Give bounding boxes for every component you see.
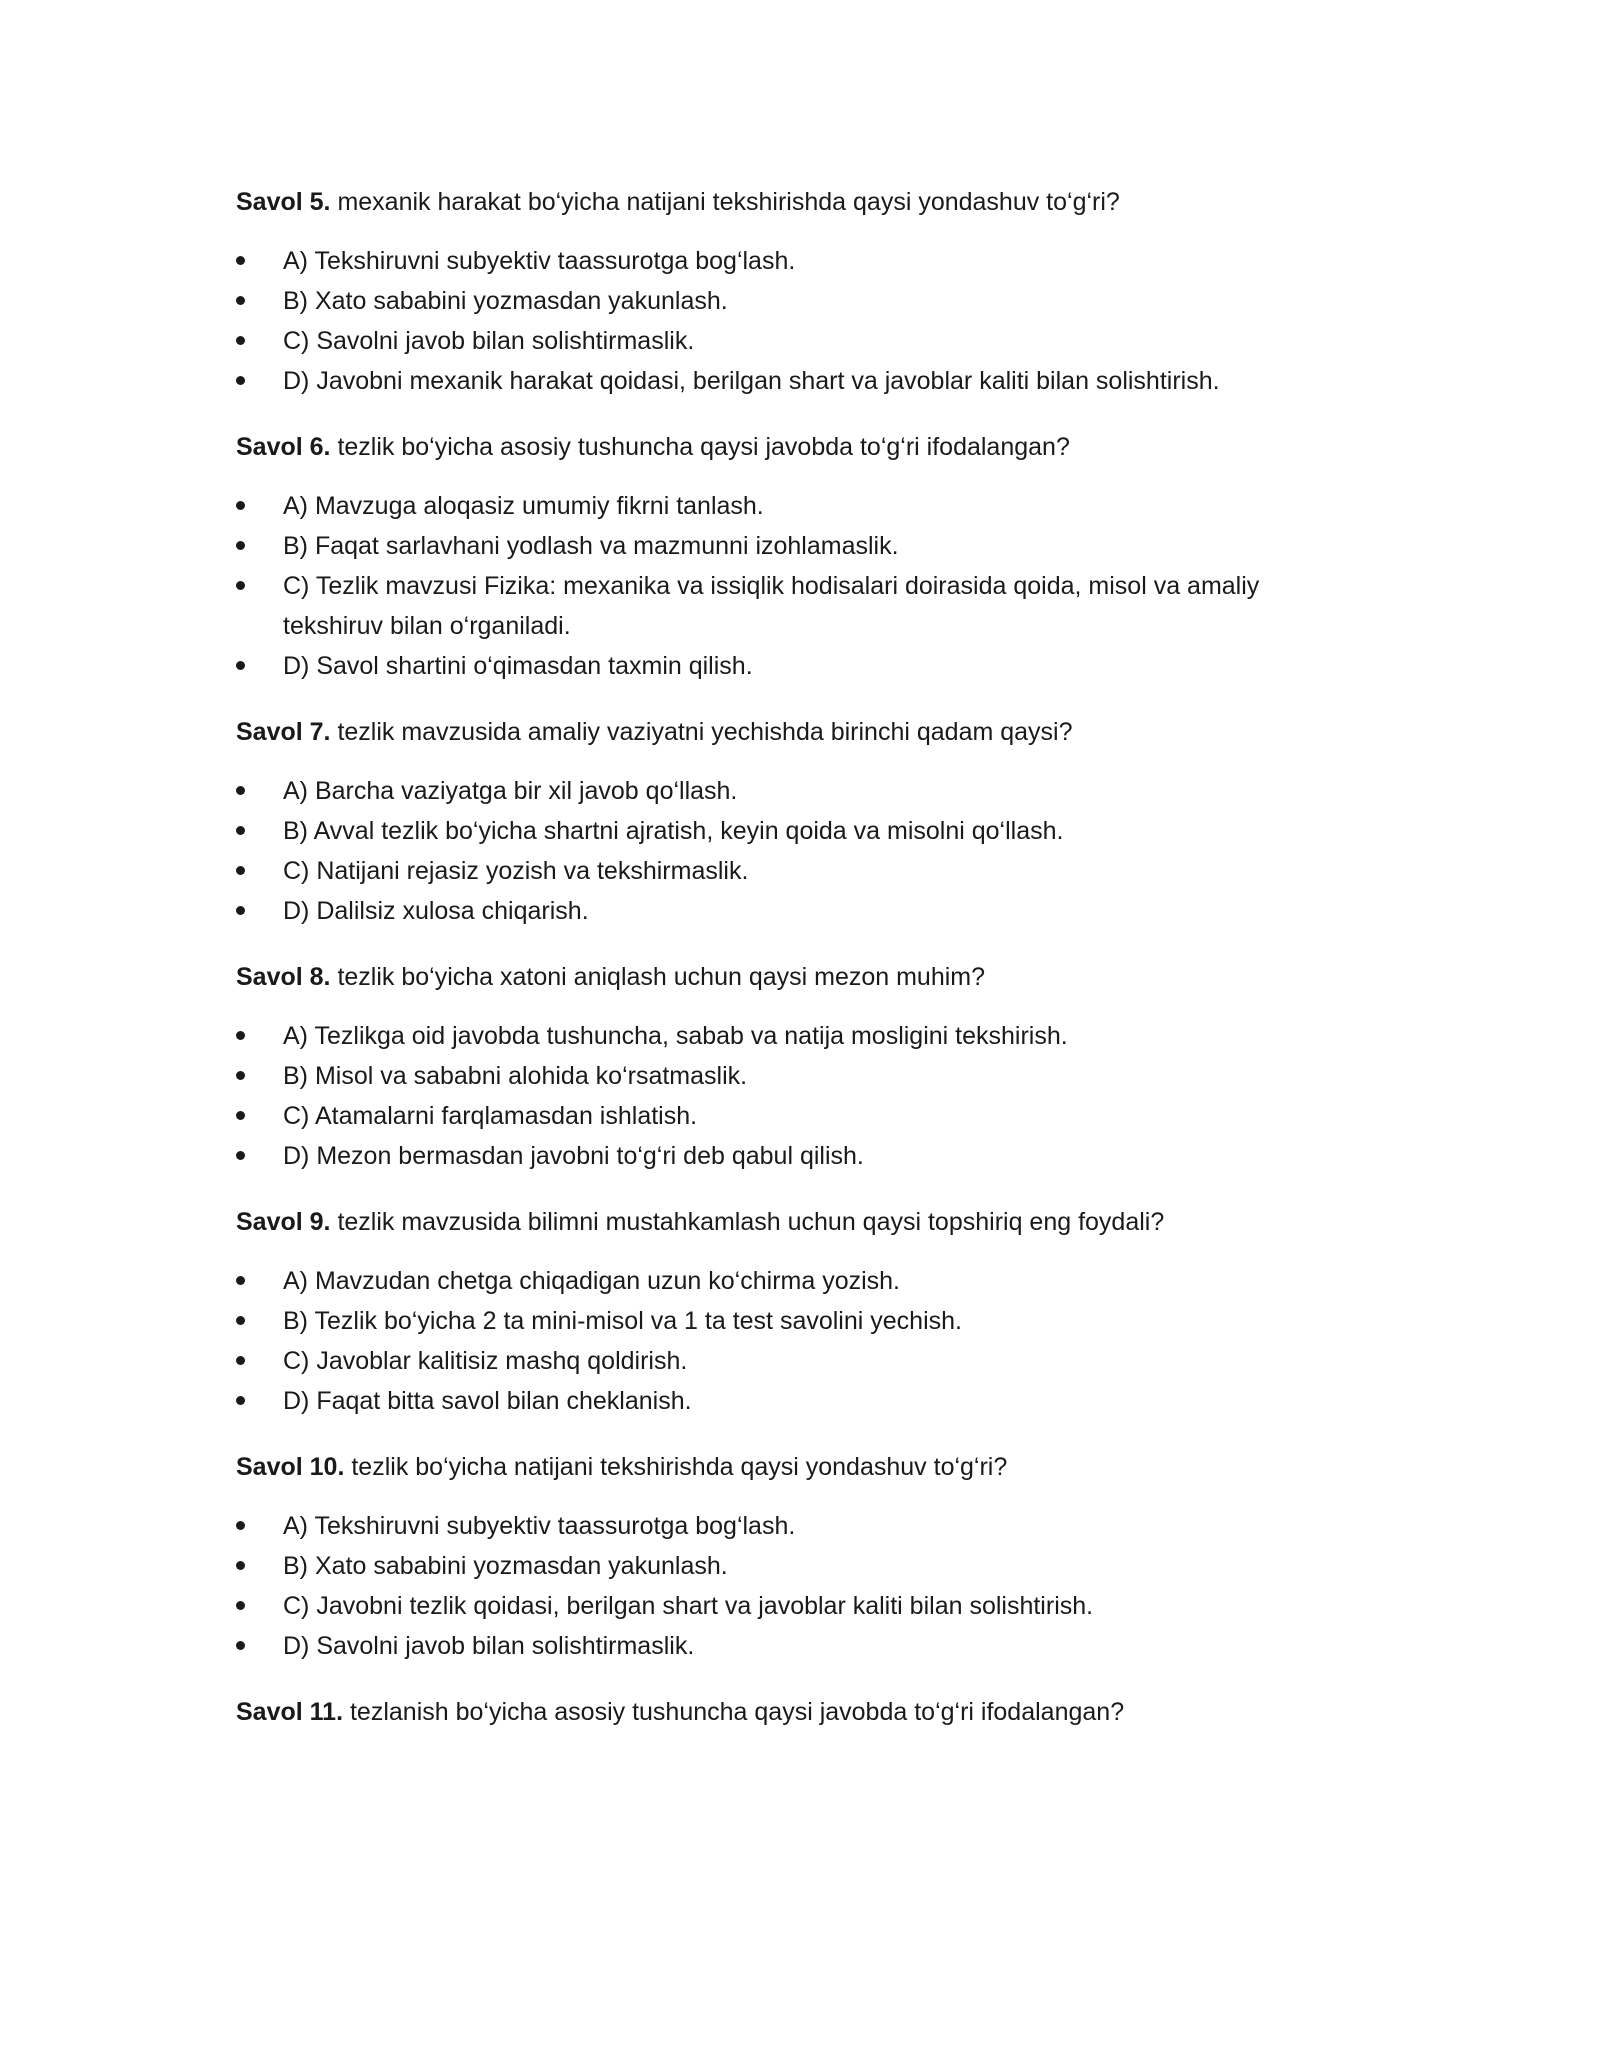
option-text: A) Mavzuga aloqasiz umumiy fikrni tanlash. <box>283 492 764 520</box>
bullet-icon <box>236 1396 245 1405</box>
question-9 <box>236 1202 1326 1421</box>
answer-options <box>236 486 1326 686</box>
option-text: C) Javoblar kalitisiz mashq qoldirish. <box>283 1347 688 1375</box>
option-text: D) Faqat bitta savol bilan cheklanish. <box>283 1387 692 1415</box>
bullet-icon <box>236 1031 245 1040</box>
answer-option <box>236 1016 1326 1056</box>
bullet-icon <box>236 1561 245 1570</box>
bullet-icon <box>236 296 245 305</box>
answer-option <box>236 1381 1326 1421</box>
answer-option <box>236 646 1326 686</box>
bullet-icon <box>236 1521 245 1530</box>
option-text: D) Javobni mexanik harakat qoidasi, berilgan shart va javoblar kaliti bilan solishtirish. <box>283 367 1220 395</box>
answer-option <box>236 566 1326 646</box>
question-11 <box>236 1692 1326 1732</box>
answer-option <box>236 486 1326 526</box>
bullet-icon <box>236 866 245 875</box>
answer-option <box>236 811 1326 851</box>
answer-option <box>236 1586 1326 1626</box>
answer-options <box>236 771 1326 931</box>
question-title <box>236 1447 1326 1487</box>
answer-options <box>236 1016 1326 1176</box>
bullet-icon <box>236 256 245 265</box>
bullet-icon <box>236 1071 245 1080</box>
option-text: B) Tezlik bo‘yicha 2 ta mini-misol va 1 ta test savolini yechish. <box>283 1307 962 1335</box>
answer-option <box>236 526 1326 566</box>
option-text: D) Mezon bermasdan javobni to‘g‘ri deb qabul qilish. <box>283 1142 864 1170</box>
question-title <box>236 957 1326 997</box>
bullet-icon <box>236 336 245 345</box>
question-10 <box>236 1447 1326 1666</box>
bullet-icon <box>236 1151 245 1160</box>
question-title <box>236 1202 1326 1242</box>
answer-option <box>236 241 1326 281</box>
option-text: A) Tekshiruvni subyektiv taassurotga bog‘lash. <box>283 247 796 275</box>
option-text: B) Xato sababini yozmasdan yakunlash. <box>283 287 728 315</box>
answer-option <box>236 1056 1326 1096</box>
answer-options <box>236 241 1326 401</box>
answer-option <box>236 1506 1326 1546</box>
bullet-icon <box>236 826 245 835</box>
bullet-icon <box>236 786 245 795</box>
answer-options <box>236 1506 1326 1666</box>
option-text: D) Savol shartini o‘qimasdan taxmin qilish. <box>283 652 753 680</box>
option-text: A) Tezlikga oid javobda tushuncha, sabab va natija mosligini tekshirish. <box>283 1022 1068 1050</box>
bullet-icon <box>236 541 245 550</box>
question-text: tezlanish bo‘yicha asosiy tushuncha qaysi javobda to‘g‘ri ifodalangan? <box>349 1698 1125 1726</box>
question-text: tezlik mavzusida amaliy vaziyatni yechishda birinchi qadam qaysi? <box>337 718 1073 746</box>
bullet-icon <box>236 501 245 510</box>
answer-option <box>236 321 1326 361</box>
answer-option <box>236 1301 1326 1341</box>
question-text: tezlik mavzusida bilimni mustahkamlash uchun qaysi topshiriq eng foydali? <box>337 1208 1165 1236</box>
option-text: C) Savolni javob bilan solishtirmaslik. <box>283 327 695 355</box>
bullet-icon <box>236 661 245 670</box>
answer-option <box>236 851 1326 891</box>
question-5 <box>236 182 1326 401</box>
question-text: tezlik bo‘yicha natijani tekshirishda qaysi yondashuv to‘g‘ri? <box>351 1453 1008 1481</box>
option-text: C) Natijani rejasiz yozish va tekshirmaslik. <box>283 857 749 885</box>
question-title <box>236 712 1326 752</box>
question-text: tezlik bo‘yicha xatoni aniqlash uchun qaysi mezon muhim? <box>337 963 986 991</box>
answer-option <box>236 281 1326 321</box>
answer-option <box>236 891 1326 931</box>
question-number: Savol 7. <box>236 718 331 746</box>
option-text: B) Misol va sababni alohida ko‘rsatmaslik. <box>283 1062 748 1090</box>
answer-option <box>236 1136 1326 1176</box>
option-text: D) Dalilsiz xulosa chiqarish. <box>283 897 589 925</box>
option-text: A) Tekshiruvni subyektiv taassurotga bog‘lash. <box>283 1512 796 1540</box>
question-number: Savol 10. <box>236 1453 345 1481</box>
option-text: B) Xato sababini yozmasdan yakunlash. <box>283 1552 728 1580</box>
bullet-icon <box>236 1316 245 1325</box>
option-text: B) Avval tezlik bo‘yicha shartni ajratish, keyin qoida va misolni qo‘llash. <box>283 817 1064 845</box>
question-number: Savol 5. <box>236 188 331 216</box>
bullet-icon <box>236 1641 245 1650</box>
answer-option <box>236 1626 1326 1666</box>
question-number: Savol 9. <box>236 1208 331 1236</box>
answer-option <box>236 771 1326 811</box>
question-title <box>236 427 1326 467</box>
question-text: mexanik harakat bo‘yicha natijani tekshirishda qaysi yondashuv to‘g‘ri? <box>337 188 1120 216</box>
option-text: B) Faqat sarlavhani yodlash va mazmunni izohlamaslik. <box>283 532 899 560</box>
bullet-icon <box>236 581 245 590</box>
answer-option <box>236 1546 1326 1586</box>
question-title <box>236 1692 1326 1732</box>
option-text: A) Mavzudan chetga chiqadigan uzun ko‘chirma yozish. <box>283 1267 901 1295</box>
question-text: tezlik bo‘yicha asosiy tushuncha qaysi javobda to‘g‘ri ifodalangan? <box>337 433 1070 461</box>
answer-options <box>236 1261 1326 1421</box>
bullet-icon <box>236 1276 245 1285</box>
question-title <box>236 182 1326 222</box>
question-number: Savol 8. <box>236 963 331 991</box>
bullet-icon <box>236 906 245 915</box>
bullet-icon <box>236 1601 245 1610</box>
option-text: C) Javobni tezlik qoidasi, berilgan shart va javoblar kaliti bilan solishtirish. <box>283 1592 1094 1620</box>
question-7 <box>236 712 1326 931</box>
answer-option <box>236 1341 1326 1381</box>
question-number: Savol 11. <box>236 1698 344 1726</box>
question-6 <box>236 427 1326 686</box>
answer-option <box>236 361 1326 401</box>
answer-option <box>236 1261 1326 1301</box>
question-number: Savol 6. <box>236 433 331 461</box>
bullet-icon <box>236 1356 245 1365</box>
option-text: A) Barcha vaziyatga bir xil javob qo‘llash. <box>283 777 738 805</box>
answer-option <box>236 1096 1326 1136</box>
option-text: C) Tezlik mavzusi Fizika: mexanika va issiqlik hodisalari doirasida qoida, misol va amaliy tekshiruv bilan o‘rganiladi. <box>283 572 1260 640</box>
question-8 <box>236 957 1326 1176</box>
bullet-icon <box>236 1111 245 1120</box>
option-text: D) Savolni javob bilan solishtirmaslik. <box>283 1632 695 1660</box>
option-text: C) Atamalarni farqlamasdan ishlatish. <box>283 1102 698 1130</box>
bullet-icon <box>236 376 245 385</box>
